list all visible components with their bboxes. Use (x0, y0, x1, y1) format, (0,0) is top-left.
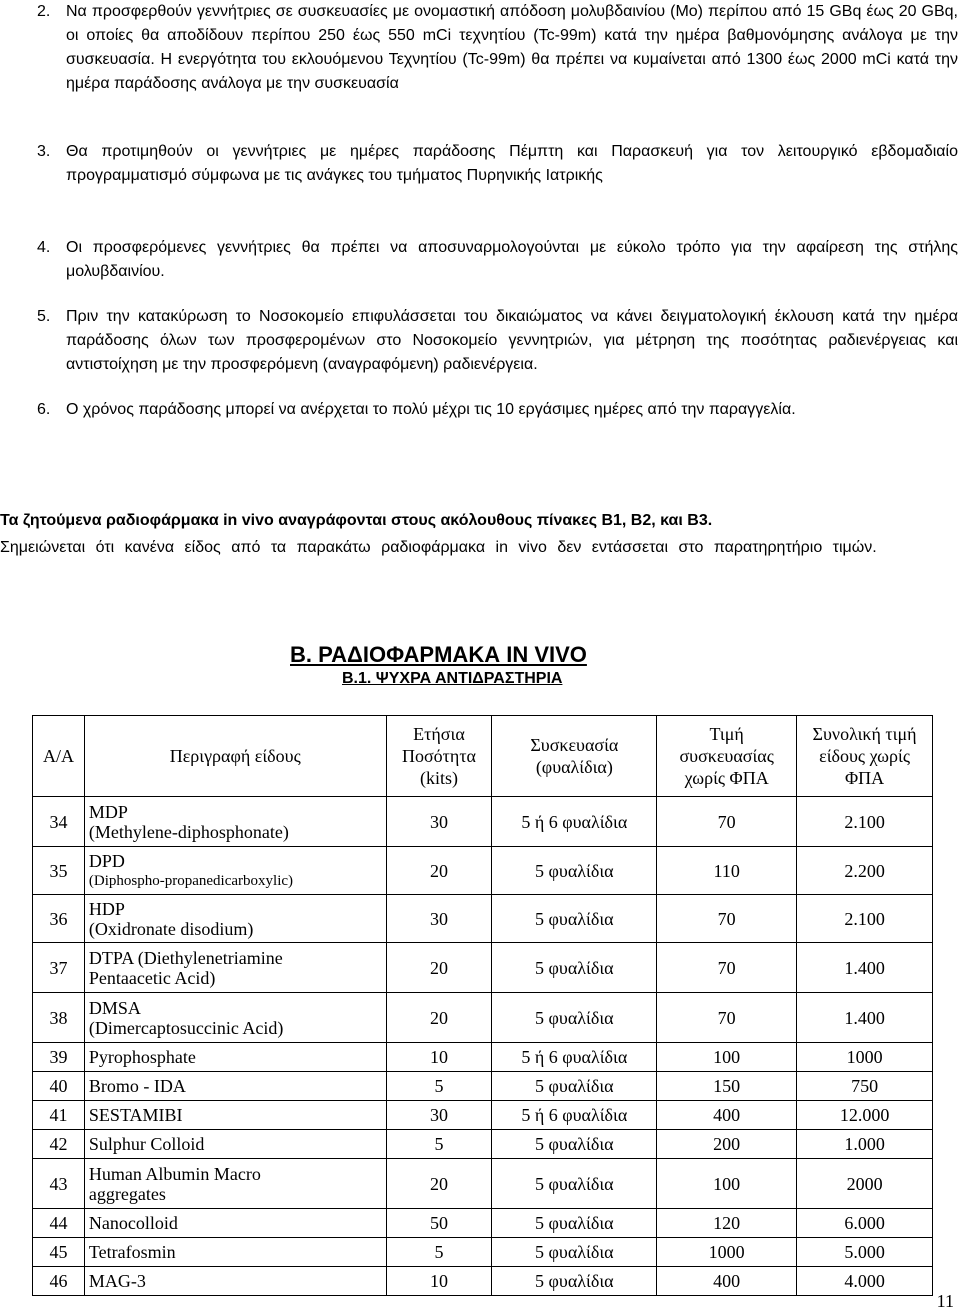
cell-description: Sulphur Colloid (84, 1130, 386, 1159)
table-row (33, 1209, 933, 1238)
cell-aa: 41 (33, 1101, 85, 1130)
cell-quantity: 30 (386, 797, 492, 847)
item-text: Θα προτιμηθούν οι γεννήτριες με ημέρες παράδοσης Πέμπτη και Παρασκευή για τον λειτουργικό εβδομαδιαίο προγραμματισμό σύμφωνα με τις ανάγκες του τμήματος Πυρηνικής Ιατρικής (66, 143, 958, 184)
cell-description: SESTAMIBI (84, 1101, 386, 1130)
cell-package: 5 φυαλίδια (492, 1238, 657, 1267)
cell-package: 5 ή 6 φυαλίδια (492, 1101, 657, 1130)
cell-price: 400 (657, 1267, 797, 1296)
desc-line-2: (Dimercaptosuccinic Acid) (88, 1017, 284, 1038)
cell-description (84, 993, 386, 1043)
cell-total: 1.400 (797, 993, 933, 1043)
cell-price: 120 (657, 1209, 797, 1238)
cell-price: 400 (657, 1101, 797, 1130)
table-row (33, 1267, 933, 1296)
item-number: 6. (37, 401, 51, 418)
cell-description (84, 797, 386, 847)
header-price: Τιμή συσκευασίας χωρίς ΦΠΑ (657, 716, 797, 797)
cell-quantity: 5 (386, 1130, 492, 1159)
table-row (33, 993, 933, 1043)
cell-total: 2000 (797, 1159, 933, 1209)
table-row (33, 1159, 933, 1209)
table-row (33, 943, 933, 993)
cell-price: 70 (657, 993, 797, 1043)
item-number: 5. (37, 308, 51, 325)
section-subtitle: Β.1. ΨΥΧΡΑ ΑΝΤΙΔΡΑΣΤΗΡΙΑ (342, 670, 563, 687)
cell-total: 750 (797, 1072, 933, 1101)
cell-quantity: 20 (386, 847, 492, 895)
header-total: Συνολική τιμή είδους χωρίς ΦΠΑ (797, 716, 933, 797)
cell-price: 200 (657, 1130, 797, 1159)
cell-aa: 34 (33, 797, 85, 847)
item-6 (0, 398, 958, 422)
cell-quantity: 10 (386, 1267, 492, 1296)
item-5 (0, 305, 958, 377)
cell-total: 6.000 (797, 1209, 933, 1238)
cell-package: 5 φυαλίδια (492, 1209, 657, 1238)
cell-aa: 42 (33, 1130, 85, 1159)
cell-total: 4.000 (797, 1267, 933, 1296)
item-2 (0, 0, 958, 96)
table-row (33, 847, 933, 895)
header-description: Περιγραφή είδους (84, 716, 386, 797)
item-text: Να προσφερθούν γεννήτριες σε συσκευασίες με ονομαστική απόδοση μολυβδαινίου (Mo) περίπου από 15 GBq έως 20 GBq, οι οποίες θα αποδίδουν περίπου 250 έως 550 mCi τεχνητίου (Tc-99m) κατά την ημέρα βαθμονόμησης ανάλογα με την συσκευασία. Η ενεργότητα του εκλουόμενου Τεχνητίου (Tc-99m) θα πρέπει να κυμαίνεται από 1300 έως 2000 mCi κατά την ημέρα παράδοσης ανάλογα με την συσκευασία (66, 3, 958, 92)
item-text: Οι προσφερόμενες γεννήτριες θα πρέπει να αποσυναρμολογούνται με εύκολο τρόπο για την αφαίρεση της στήλης μολυβδαινίου. (66, 239, 958, 280)
desc-line-2: (Oxidronate disodium) (88, 918, 254, 939)
table-row (33, 797, 933, 847)
cell-price: 100 (657, 1159, 797, 1209)
cell-aa: 38 (33, 993, 85, 1043)
cell-aa: 36 (33, 895, 85, 943)
header-quantity: Ετήσια Ποσότητα (kits) (386, 716, 492, 797)
desc-line-1: MDP (88, 801, 128, 822)
cell-quantity: 10 (386, 1043, 492, 1072)
header-aa: Α/Α (33, 716, 85, 797)
cell-quantity: 5 (386, 1238, 492, 1267)
desc-line-2: (Diphospho-propanedicarboxylic) (88, 872, 294, 889)
cell-aa: 37 (33, 943, 85, 993)
cell-total: 12.000 (797, 1101, 933, 1130)
cell-aa: 40 (33, 1072, 85, 1101)
cell-description: Pyrophosphate (84, 1043, 386, 1072)
table-row (33, 895, 933, 943)
cell-price: 70 (657, 943, 797, 993)
cell-description (84, 847, 386, 895)
cell-aa: 45 (33, 1238, 85, 1267)
cell-description: Nanocolloid (84, 1209, 386, 1238)
cell-price: 110 (657, 847, 797, 895)
desc-line-2: Pentaacetic Acid) (88, 967, 216, 988)
desc-line-1: DPD (88, 850, 125, 871)
cell-total: 1.000 (797, 1130, 933, 1159)
cell-description (84, 943, 386, 993)
cell-quantity: 20 (386, 1159, 492, 1209)
cell-total: 1.400 (797, 943, 933, 993)
item-number: 4. (37, 239, 51, 256)
cell-package: 5 φυαλίδια (492, 943, 657, 993)
desc-line-1: DTPA (Diethylenetriamine (88, 947, 283, 968)
cell-aa: 44 (33, 1209, 85, 1238)
desc-line-1: HDP (88, 898, 125, 919)
radiopharmaceuticals-table (32, 715, 933, 1296)
cell-total: 2.100 (797, 797, 933, 847)
cell-price: 70 (657, 895, 797, 943)
page-number: 11 (936, 1291, 954, 1311)
item-3 (0, 140, 958, 188)
cell-description: MAG-3 (84, 1267, 386, 1296)
cell-package: 5 φυαλίδια (492, 847, 657, 895)
item-text: Πριν την κατακύρωση το Νοσοκομείο επιφυλάσσεται του δικαιώματος να κάνει δειγματολογική έκλουση κατά την ημέρα παράδοσης όλων των προσφερομένων στο Νοσοκομείο γεννητριών, για μέτρηση της ποσότητας ραδιενέργειας και αντιστοίχηση με την προσφερόμενη (αναγραφόμενη) ραδιενέργεια. (66, 308, 958, 373)
item-number: 2. (37, 3, 51, 20)
cell-total: 5.000 (797, 1238, 933, 1267)
cell-description (84, 895, 386, 943)
item-4 (0, 236, 958, 284)
cell-aa: 35 (33, 847, 85, 895)
cell-price: 150 (657, 1072, 797, 1101)
cell-total: 1000 (797, 1043, 933, 1072)
cell-total: 2.100 (797, 895, 933, 943)
desc-line-2: aggregates (88, 1183, 166, 1204)
cell-package: 5 φυαλίδια (492, 1072, 657, 1101)
cell-aa: 46 (33, 1267, 85, 1296)
table-row (33, 1238, 933, 1267)
cell-price: 100 (657, 1043, 797, 1072)
table-row (33, 1101, 933, 1130)
item-number: 3. (37, 143, 51, 160)
cell-description (84, 1159, 386, 1209)
cell-total: 2.200 (797, 847, 933, 895)
cell-package: 5 φυαλίδια (492, 1267, 657, 1296)
table-row (33, 1072, 933, 1101)
table-row (33, 1043, 933, 1072)
cell-package: 5 φυαλίδια (492, 993, 657, 1043)
header-package: Συσκευασία (φυαλίδια) (492, 716, 657, 797)
cell-quantity: 50 (386, 1209, 492, 1238)
cell-package: 5 ή 6 φυαλίδια (492, 1043, 657, 1072)
desc-line-1: DMSA (88, 997, 141, 1018)
cell-quantity: 30 (386, 1101, 492, 1130)
cell-price: 1000 (657, 1238, 797, 1267)
cell-package: 5 φυαλίδια (492, 1130, 657, 1159)
cell-price: 70 (657, 797, 797, 847)
cell-quantity: 20 (386, 993, 492, 1043)
cell-aa: 43 (33, 1159, 85, 1209)
desc-line-2: (Methylene-diphosphonate) (88, 821, 289, 842)
desc-line-1: Human Albumin Macro (88, 1163, 261, 1184)
cell-package: 5 ή 6 φυαλίδια (492, 797, 657, 847)
section-title: Β. ΡΑΔΙΟΦΑΡΜΑΚΑ IN VIVO (290, 642, 587, 667)
table-header-row (33, 716, 933, 797)
heading-bold: Τα ζητούμενα ραδιοφάρμακα in vivo αναγράφονται στους ακόλουθους πίνακες Β1, Β2, και Β3. (0, 512, 713, 529)
heading-normal: Σημειώνεται ότι κανένα είδος από τα παρακάτω ραδιοφάρμακα in vivo δεν εντάσσεται στο παρατηρητήριο τιμών. (0, 539, 877, 556)
cell-package: 5 φυαλίδια (492, 895, 657, 943)
item-text: Ο χρόνος παράδοσης μπορεί να ανέρχεται το πολύ μέχρι τις 10 εργάσιμες ημέρες από την παραγγελία. (66, 401, 796, 418)
cell-quantity: 5 (386, 1072, 492, 1101)
cell-quantity: 30 (386, 895, 492, 943)
cell-aa: 39 (33, 1043, 85, 1072)
cell-description: Bromo - IDA (84, 1072, 386, 1101)
cell-quantity: 20 (386, 943, 492, 993)
cell-description: Tetrafosmin (84, 1238, 386, 1267)
cell-package: 5 φυαλίδια (492, 1159, 657, 1209)
table-row (33, 1130, 933, 1159)
